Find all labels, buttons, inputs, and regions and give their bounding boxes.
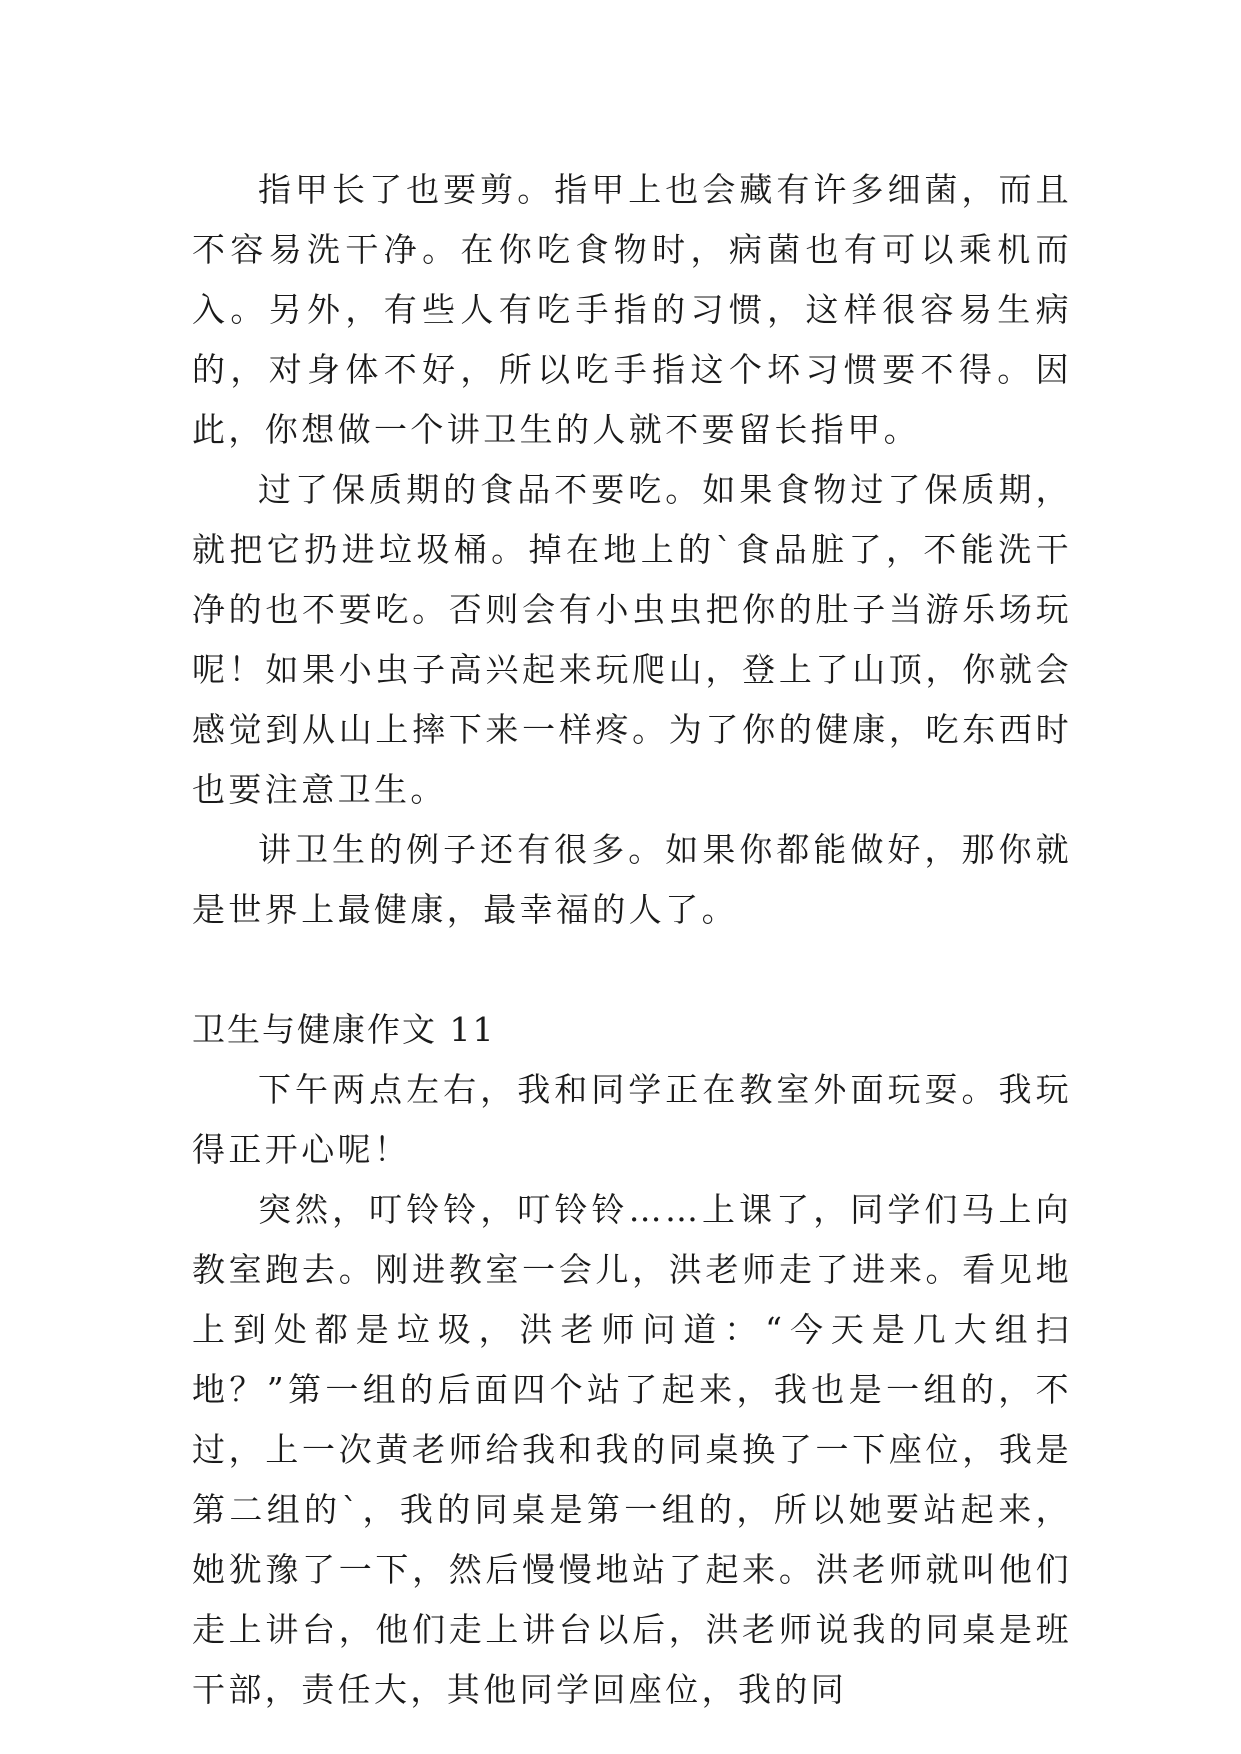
paragraph-fingernails: 指甲长了也要剪。指甲上也会藏有许多细菌，而且不容易洗干净。在你吃食物时，病菌也有可以乘机而入。另外，有些人有吃手指的习惯，这样很容易生病的，对身体不好，所以吃手指这个坏习惯要不得。因此，你想做一个讲卫生的人就不要留长指甲。 bbox=[192, 170, 1072, 449]
paragraph-afternoon: 下午两点左右，我和同学正在教室外面玩耍。我玩得正开心呢！ bbox=[192, 1070, 1072, 1169]
essay-heading: 卫生与健康作文 11 bbox=[192, 1010, 496, 1049]
paragraph-conclusion: 讲卫生的例子还有很多。如果你都能做好，那你就是世界上最健康，最幸福的人了。 bbox=[192, 830, 1072, 929]
paragraph-class-bell: 突然，叮铃铃，叮铃铃……上课了，同学们马上向教室跑去。刚进教室一会儿，洪老师走了进来。看见地上到处都是垃圾，洪老师问道：“今天是几大组扫地？”第一组的后面四个站了起来，我也是一组的，不过，上一次黄老师给我和我的同桌换了一下座位，我是第二组的`，我的同桌是第一组的，所以她要站起来，她犹豫了一下，然后慢慢地站了起来。洪老师就叫他们走上讲台，他们走上讲台以后，洪老师说我的同桌是班干部，责任大，其他同学回座位，我的同 bbox=[192, 1190, 1072, 1709]
paragraph-expired-food: 过了保质期的食品不要吃。如果食物过了保质期，就把它扔进垃圾桶。掉在地上的`食品脏了，不能洗干净的也不要吃。否则会有小虫虫把你的肚子当游乐场玩呢！如果小虫子高兴起来玩爬山，登上了山顶，你就会感觉到从山上摔下来一样疼。为了你的健康，吃东西时也要注意卫生。 bbox=[192, 470, 1072, 809]
document-body bbox=[192, 160, 1072, 1720]
